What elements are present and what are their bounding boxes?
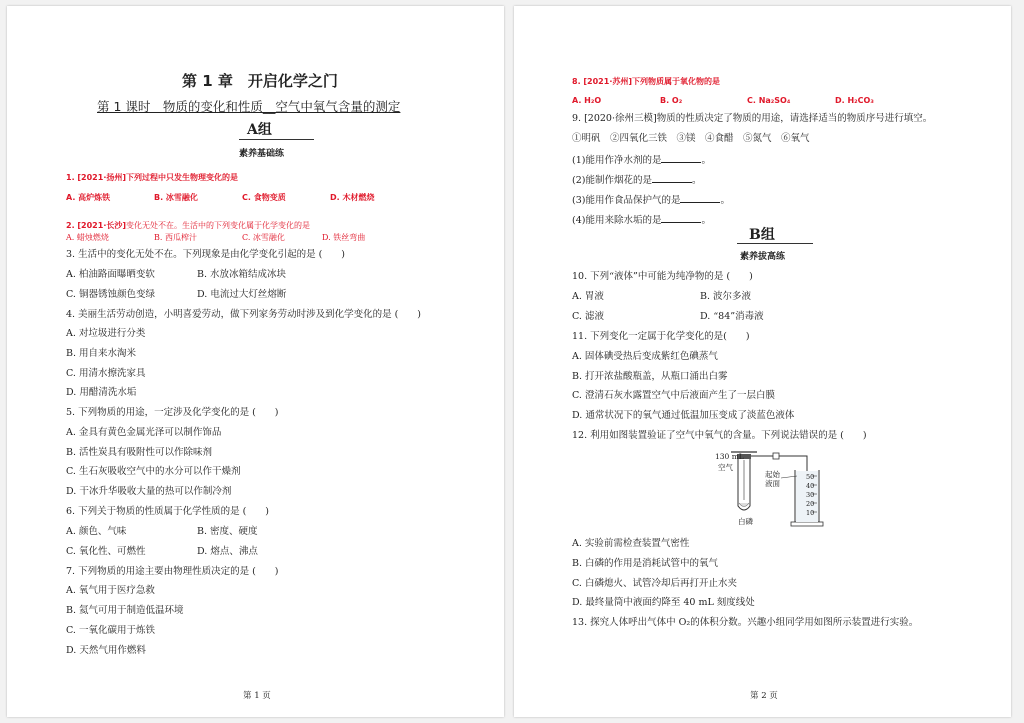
- q11-stem: 11. 下列变化一定属于化学变化的是( ): [572, 331, 750, 342]
- figure-tick-20: 20: [806, 500, 815, 508]
- q12-option-b: B. 白磷的作用是消耗试管中的氧气: [572, 558, 719, 569]
- q7-option-c: C. 一氧化碳用于炼铁: [66, 625, 155, 636]
- lesson-title: 第 1 课时 物质的变化和性质__空气中氧气含量的测定: [97, 99, 401, 114]
- group-a-subtitle: 素养基础练: [239, 149, 285, 159]
- q2-stem: 变化无处不在。生活中的下列变化属于化学变化的是: [126, 221, 311, 230]
- answer-blank[interactable]: [680, 193, 720, 203]
- figure-label-start: 起始: [765, 470, 780, 479]
- q6-option-d: D. 熔点、沸点: [197, 546, 258, 557]
- q7-stem: 7. 下列物质的用途主要由物理性质决定的是 ( ): [66, 566, 279, 577]
- q2-option-d: D. 铁丝弯曲: [322, 233, 366, 242]
- figure-tick-40: 40: [806, 482, 815, 490]
- page-number: 第 2 页: [750, 691, 778, 701]
- group-a-heading: A组: [247, 122, 272, 138]
- q9-stem: 9. [2020·徐州三模]物质的性质决定了物质的用途，请选择适当的物质序号进行填空。: [572, 113, 933, 124]
- q10-option-c: C. 滤液: [572, 311, 604, 322]
- answer-blank[interactable]: [661, 213, 701, 223]
- group-b-heading: B组: [749, 227, 775, 243]
- chapter-title: 第 1 章 开启化学之门: [182, 72, 338, 90]
- document-page-1: [7, 6, 504, 717]
- q9-part-2: (2)能制作烟花的是 。: [572, 175, 702, 186]
- q5-option-d: D. 干冰升华吸收大量的热可以作制冷剂: [66, 486, 232, 497]
- q6-option-b: B. 密度、硬度: [197, 526, 258, 537]
- q3-option-b: B. 水放冰箱结成冰块: [197, 269, 287, 280]
- q11-option-b: B. 打开浓盐酸瓶盖，从瓶口涌出白雾: [572, 371, 728, 382]
- q4-option-a: A. 对垃圾进行分类: [66, 328, 146, 339]
- q5-option-c: C. 生石灰吸收空气中的水分可以作干燥剂: [66, 466, 241, 477]
- q1-option-a: A. 高炉炼铁: [66, 193, 111, 202]
- q3-option-a: A. 柏油路面曝晒变软: [66, 269, 155, 280]
- q4-option-c: C. 用清水擦洗家具: [66, 368, 146, 379]
- figure-label-volume: 130 mL: [715, 452, 744, 461]
- q6-option-c: C. 氧化性、可燃性: [66, 546, 146, 557]
- q4-stem: 4. 美丽生活劳动创造，小明喜爱劳动，做下列家务劳动时涉及到化学变化的是 ( ): [66, 309, 422, 320]
- group-b-subtitle: 素养拔高练: [740, 252, 786, 262]
- q8-option-b: B. O₂: [660, 96, 683, 105]
- q10-option-d: D. “84”消毒液: [700, 311, 764, 322]
- q3-stem: 3. 生活中的变化无处不在。下列现象是由化学变化引起的是 ( ): [66, 249, 346, 260]
- q4-option-b: B. 用自来水淘米: [66, 348, 137, 359]
- answer-blank[interactable]: [652, 173, 692, 183]
- q9-part-4: (4)能用来除水垢的是 。: [572, 215, 711, 226]
- figure-label-phosphorus: 白磷: [738, 517, 753, 526]
- q6-option-a: A. 颜色、气味: [66, 526, 127, 537]
- q13-stem: 13. 探究人体呼出气体中 O₂的体积分数。兴趣小组同学用如图所示装置进行实验。: [572, 617, 919, 628]
- page-number: 第 1 页: [243, 691, 271, 701]
- q10-option-b: B. 波尔多液: [700, 291, 752, 302]
- figure-tick-50: 50: [806, 473, 815, 481]
- figure-tick-10: 10: [806, 509, 815, 517]
- q12-option-c: C. 白磷熄火、试管冷却后再打开止水夹: [572, 578, 737, 589]
- group-b-divider: [737, 243, 813, 244]
- q10-stem: 10. 下列“液体”中可能为纯净物的是 ( ): [572, 271, 753, 282]
- q12-option-d: D. 最终量筒中液面约降至 40 mL 刻度线处: [572, 597, 755, 608]
- q7-option-b: B. 氦气可用于制造低温环境: [66, 605, 184, 616]
- q7-option-d: D. 天然气用作燃料: [66, 645, 146, 656]
- q2-option-b: B. 西瓜榨汁: [154, 233, 197, 242]
- q11-option-a: A. 固体碘受热后变成紫红色碘蒸气: [572, 351, 718, 362]
- q5-option-b: B. 活性炭具有吸附性可以作除味剂: [66, 447, 213, 458]
- q1-stem: 1. [2021·扬州]下列过程中只发生物理变化的是: [66, 173, 239, 182]
- q11-option-c: C. 澄清石灰水露置空气中后液面产生了一层白膜: [572, 390, 775, 401]
- q4-option-d: D. 用醋清洗水垢: [66, 387, 137, 398]
- q2-stem-line: [66, 213, 310, 232]
- q10-option-a: A. 胃液: [572, 291, 604, 302]
- q1-option-d: D. 木材燃烧: [330, 193, 375, 202]
- q1-option-b: B. 冰雪融化: [154, 193, 198, 202]
- q1-option-c: C. 食物变质: [242, 193, 286, 202]
- q12-option-a: A. 实验前需检查装置气密性: [572, 538, 690, 549]
- q5-option-a: A. 金具有黄色金属光泽可以制作饰品: [66, 427, 222, 438]
- q3-option-c: C. 铜器锈蚀颜色变绿: [66, 289, 155, 300]
- group-a-divider: [239, 139, 314, 140]
- q8-stem: 8. [2021·苏州]下列物质属于氧化物的是: [572, 77, 721, 86]
- q9-part-1: (1)能用作净水剂的是 。: [572, 155, 711, 166]
- document-page-2: [514, 6, 1011, 717]
- q12-stem: 12. 利用如图装置验证了空气中氧气的含量。下列说法错误的是 ( ): [572, 430, 867, 441]
- q5-stem: 5. 下列物质的用途，一定涉及化学变化的是 ( ): [66, 407, 279, 418]
- q9-items: ①明矾 ②四氧化三铁 ③镁 ④食醋 ⑤氮气 ⑥氧气: [572, 133, 810, 144]
- figure-label-air: 空气: [718, 463, 733, 472]
- q8-option-a: A. H₂O: [572, 96, 602, 105]
- q2-source: 2. [2021·长沙]: [66, 221, 127, 230]
- figure-label-level: 液面: [765, 479, 780, 488]
- q2-option-c: C. 冰雪融化: [242, 233, 285, 242]
- q7-option-a: A. 氧气用于医疗急救: [66, 585, 155, 596]
- q6-stem: 6. 下列关于物质的性质属于化学性质的是 ( ): [66, 506, 270, 517]
- q8-option-c: C. Na₂SO₄: [747, 96, 791, 105]
- q11-option-d: D. 通常状况下的氧气通过低温加压变成了淡蓝色液体: [572, 410, 795, 421]
- answer-blank[interactable]: [661, 153, 701, 163]
- q3-option-d: D. 电流过大灯丝熔断: [197, 289, 287, 300]
- q9-part-3: (3)能用作食品保护气的是 。: [572, 195, 730, 206]
- figure-tick-30: 30: [806, 491, 815, 499]
- q8-option-d: D. H₂CO₃: [835, 96, 874, 105]
- q2-option-a: A. 蜡烛燃烧: [66, 233, 109, 242]
